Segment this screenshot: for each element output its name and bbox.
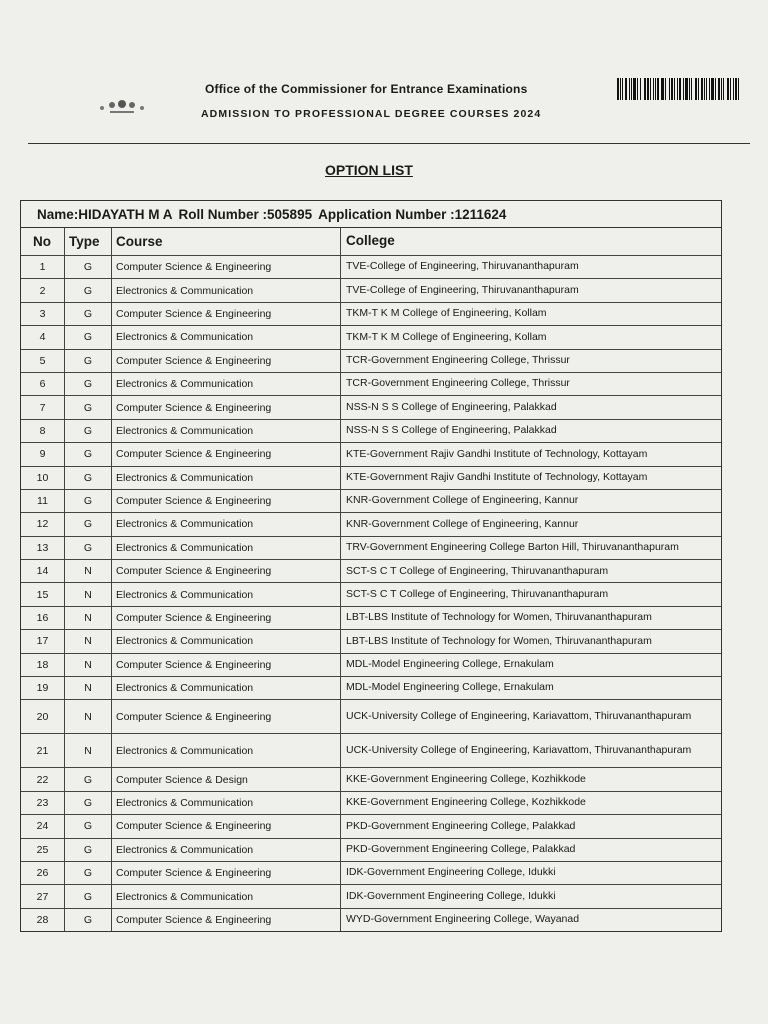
- cell-type: G: [65, 467, 112, 489]
- cell-no: 4: [21, 326, 65, 348]
- cell-course: Electronics & Communication: [112, 839, 341, 861]
- cell-course: Electronics & Communication: [112, 513, 341, 535]
- cell-college: MDL-Model Engineering College, Ernakulam: [346, 681, 554, 694]
- barcode-bar: [704, 78, 705, 100]
- barcode-bar: [683, 78, 684, 100]
- table-row: [21, 677, 721, 700]
- barcode-bar: [689, 78, 690, 100]
- cell-no: 14: [21, 560, 65, 582]
- roll-number: Roll Number :505895: [178, 206, 313, 222]
- cell-no: 5: [21, 350, 65, 372]
- cell-no: 7: [21, 396, 65, 418]
- barcode-bar: [629, 78, 630, 100]
- barcode-bar: [685, 78, 688, 100]
- cell-type: G: [65, 443, 112, 465]
- cell-college: TCR-Government Engineering College, Thrissur: [346, 353, 570, 366]
- cell-course: Computer Science & Engineering: [112, 560, 341, 582]
- cell-no: 28: [21, 909, 65, 931]
- cell-type: G: [65, 326, 112, 348]
- table-row: [21, 396, 721, 419]
- barcode-bar: [701, 78, 703, 100]
- cell-course: Electronics & Communication: [112, 420, 341, 442]
- cell-college: SCT-S C T College of Engineering, Thiruvananthapuram: [346, 587, 609, 600]
- cell-type: G: [65, 490, 112, 512]
- cell-type: G: [65, 256, 112, 278]
- cell-type: G: [65, 815, 112, 837]
- cell-college: KNR-Government College of Engineering, Kannur: [346, 494, 579, 507]
- barcode-bar: [706, 78, 707, 100]
- barcode-bar: [695, 78, 697, 100]
- cell-course: Electronics & Communication: [112, 326, 341, 348]
- cell-no: 3: [21, 303, 65, 325]
- cell-type: N: [65, 560, 112, 582]
- barcode-bar: [644, 78, 646, 100]
- cell-type: G: [65, 909, 112, 931]
- cell-no: 15: [21, 583, 65, 605]
- cell-type: G: [65, 839, 112, 861]
- barcode-bar: [677, 78, 678, 100]
- table-row: [21, 630, 721, 653]
- cell-no: 24: [21, 815, 65, 837]
- cell-college: PKD-Government Engineering College, Palakkad: [346, 843, 576, 856]
- cell-college: KNR-Government College of Engineering, Kannur: [346, 517, 579, 530]
- table-row: [21, 279, 721, 302]
- cell-course: Electronics & Communication: [112, 583, 341, 605]
- table-row: [21, 909, 721, 931]
- table-row: [21, 885, 721, 908]
- cell-no: 20: [21, 700, 65, 733]
- cell-college: TVE-College of Engineering, Thiruvananthapuram: [346, 260, 579, 273]
- candidate-info: [21, 201, 721, 228]
- barcode-bar: [674, 78, 675, 100]
- header-course: Course: [112, 228, 341, 255]
- barcode-icon: [617, 78, 743, 100]
- barcode-bar: [620, 78, 621, 100]
- cell-college: KTE-Government Rajiv Gandhi Institute of Technology, Kottayam: [346, 470, 648, 483]
- barcode-bar: [730, 78, 731, 100]
- barcode-bar: [718, 78, 720, 100]
- cell-type: G: [65, 420, 112, 442]
- cell-college: TCR-Government Engineering College, Thrissur: [346, 377, 570, 390]
- cell-no: 17: [21, 630, 65, 652]
- cell-college: TVE-College of Engineering, Thiruvananthapuram: [346, 283, 579, 296]
- candidate-name: Name:HIDAYATH M A: [37, 206, 173, 222]
- cell-course: Computer Science & Design: [112, 768, 341, 790]
- barcode-bar: [733, 78, 734, 100]
- cell-no: 23: [21, 792, 65, 814]
- barcode-bar: [647, 78, 649, 100]
- barcode-bar: [640, 78, 641, 100]
- table-row: [21, 350, 721, 373]
- cell-course: Electronics & Communication: [112, 677, 341, 699]
- barcode-bar: [655, 78, 656, 100]
- cell-type: G: [65, 885, 112, 907]
- cell-no: 13: [21, 537, 65, 559]
- cell-type: N: [65, 734, 112, 767]
- barcode-bar: [723, 78, 724, 100]
- barcode-bar: [679, 78, 681, 100]
- cell-college: TRV-Government Engineering College Barton Hill, Thiruvananthapuram: [346, 541, 679, 554]
- cell-course: Electronics & Communication: [112, 279, 341, 301]
- cell-course: Electronics & Communication: [112, 734, 341, 767]
- cell-type: G: [65, 513, 112, 535]
- cell-type: G: [65, 350, 112, 372]
- cell-no: 19: [21, 677, 65, 699]
- cell-no: 21: [21, 734, 65, 767]
- office-heading: Office of the Commissioner for Entrance Examinations: [205, 82, 528, 96]
- cell-no: 27: [21, 885, 65, 907]
- cell-type: G: [65, 768, 112, 790]
- cell-course: Computer Science & Engineering: [112, 700, 341, 733]
- table-body: [21, 256, 721, 931]
- header-divider: [28, 143, 750, 144]
- application-number: Application Number :1211624: [318, 206, 507, 222]
- table-row: [21, 700, 721, 734]
- cell-no: 25: [21, 839, 65, 861]
- cell-course: Computer Science & Engineering: [112, 256, 341, 278]
- table-row: [21, 420, 721, 443]
- cell-course: Computer Science & Engineering: [112, 862, 341, 884]
- cell-type: N: [65, 700, 112, 733]
- cell-type: G: [65, 537, 112, 559]
- table-row: [21, 815, 721, 838]
- barcode-bar: [653, 78, 654, 100]
- header-type: Type: [65, 228, 112, 255]
- table-header: [21, 228, 721, 256]
- barcode-bar: [617, 78, 619, 100]
- cell-college: LBT-LBS Institute of Technology for Women, Thiruvananthapuram: [346, 611, 652, 624]
- table-row: [21, 256, 721, 279]
- cell-type: N: [65, 654, 112, 676]
- table-row: [21, 326, 721, 349]
- cell-no: 1: [21, 256, 65, 278]
- cell-course: Electronics & Communication: [112, 467, 341, 489]
- cell-college: TKM-T K M College of Engineering, Kollam: [346, 330, 547, 343]
- cell-college: IDK-Government Engineering College, Idukki: [346, 866, 556, 879]
- cell-course: Computer Science & Engineering: [112, 303, 341, 325]
- cell-type: N: [65, 607, 112, 629]
- cell-no: 2: [21, 279, 65, 301]
- cell-no: 16: [21, 607, 65, 629]
- emblem-icon: [92, 98, 152, 116]
- cell-course: Computer Science & Engineering: [112, 490, 341, 512]
- table-row: [21, 537, 721, 560]
- cell-no: 26: [21, 862, 65, 884]
- cell-course: Computer Science & Engineering: [112, 909, 341, 931]
- table-row: [21, 862, 721, 885]
- barcode-bar: [721, 78, 722, 100]
- cell-no: 11: [21, 490, 65, 512]
- table-row: [21, 513, 721, 536]
- barcode-bar: [631, 78, 632, 100]
- cell-type: G: [65, 792, 112, 814]
- cell-course: Computer Science & Engineering: [112, 607, 341, 629]
- cell-college: SCT-S C T College of Engineering, Thiruvananthapuram: [346, 564, 609, 577]
- cell-college: MDL-Model Engineering College, Ernakulam: [346, 658, 554, 671]
- cell-no: 18: [21, 654, 65, 676]
- cell-type: G: [65, 396, 112, 418]
- barcode-bar: [669, 78, 670, 100]
- cell-college: NSS-N S S College of Engineering, Palakkad: [346, 424, 557, 437]
- cell-college: KKE-Government Engineering College, Kozhikkode: [346, 796, 586, 809]
- cell-college: UCK-University College of Engineering, Kariavattom, Thiruvananthapuram: [346, 710, 692, 723]
- cell-type: G: [65, 373, 112, 395]
- table-row: [21, 607, 721, 630]
- cell-no: 10: [21, 467, 65, 489]
- page-title: OPTION LIST: [325, 162, 413, 178]
- barcode-bar: [622, 78, 623, 100]
- barcode-bar: [637, 78, 638, 100]
- admission-heading: ADMISSION TO PROFESSIONAL DEGREE COURSES 2024: [201, 108, 542, 120]
- table-row: [21, 734, 721, 768]
- table-row: [21, 768, 721, 791]
- table-row: [21, 560, 721, 583]
- table-row: [21, 792, 721, 815]
- barcode-bar: [671, 78, 673, 100]
- cell-course: Computer Science & Engineering: [112, 396, 341, 418]
- barcode-bar: [709, 78, 710, 100]
- table-row: [21, 839, 721, 862]
- cell-type: N: [65, 583, 112, 605]
- barcode-bar: [633, 78, 636, 100]
- barcode-bar: [738, 78, 739, 100]
- cell-no: 12: [21, 513, 65, 535]
- barcode-bar: [715, 78, 716, 100]
- cell-type: G: [65, 279, 112, 301]
- cell-course: Electronics & Communication: [112, 792, 341, 814]
- barcode-bar: [661, 78, 664, 100]
- cell-type: G: [65, 862, 112, 884]
- table-row: [21, 303, 721, 326]
- cell-no: 9: [21, 443, 65, 465]
- table-row: [21, 583, 721, 606]
- barcode-bar: [625, 78, 627, 100]
- barcode-bar: [650, 78, 651, 100]
- cell-college: UCK-University College of Engineering, Kariavattom, Thiruvananthapuram: [346, 744, 692, 757]
- barcode-bar: [727, 78, 729, 100]
- cell-course: Computer Science & Engineering: [112, 815, 341, 837]
- cell-course: Electronics & Communication: [112, 630, 341, 652]
- cell-course: Computer Science & Engineering: [112, 350, 341, 372]
- table-row: [21, 373, 721, 396]
- cell-course: Electronics & Communication: [112, 373, 341, 395]
- cell-no: 8: [21, 420, 65, 442]
- cell-course: Electronics & Communication: [112, 537, 341, 559]
- table-row: [21, 490, 721, 513]
- cell-college: TKM-T K M College of Engineering, Kollam: [346, 307, 547, 320]
- cell-college: KKE-Government Engineering College, Kozhikkode: [346, 772, 586, 785]
- cell-no: 6: [21, 373, 65, 395]
- cell-course: Computer Science & Engineering: [112, 443, 341, 465]
- cell-course: Electronics & Communication: [112, 885, 341, 907]
- cell-college: NSS-N S S College of Engineering, Palakkad: [346, 400, 557, 413]
- cell-course: Computer Science & Engineering: [112, 654, 341, 676]
- barcode-bar: [691, 78, 692, 100]
- header-no: No: [21, 228, 65, 255]
- table-row: [21, 443, 721, 466]
- barcode-bar: [711, 78, 714, 100]
- cell-college: WYD-Government Engineering College, Wayanad: [346, 913, 580, 926]
- cell-college: KTE-Government Rajiv Gandhi Institute of Technology, Kottayam: [346, 447, 648, 460]
- cell-college: LBT-LBS Institute of Technology for Women, Thiruvananthapuram: [346, 634, 652, 647]
- barcode-bar: [735, 78, 737, 100]
- barcode-bar: [657, 78, 659, 100]
- table-row: [21, 467, 721, 490]
- cell-college: IDK-Government Engineering College, Idukki: [346, 889, 556, 902]
- option-table: [20, 200, 722, 932]
- cell-no: 22: [21, 768, 65, 790]
- cell-type: G: [65, 303, 112, 325]
- cell-type: N: [65, 630, 112, 652]
- header-college: College: [346, 233, 395, 249]
- cell-type: N: [65, 677, 112, 699]
- table-row: [21, 654, 721, 677]
- cell-college: PKD-Government Engineering College, Palakkad: [346, 819, 576, 832]
- barcode-bar: [665, 78, 666, 100]
- barcode-bar: [698, 78, 699, 100]
